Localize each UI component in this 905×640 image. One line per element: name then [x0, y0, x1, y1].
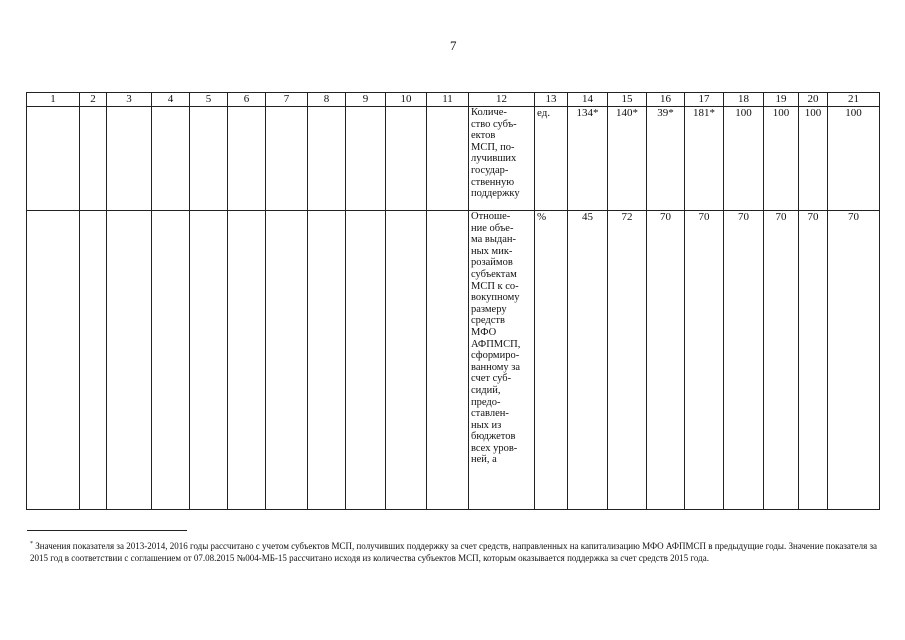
empty-cell: [427, 107, 469, 211]
footnote-text: Значения показателя за 2013-2014, 2016 годы рассчитано с учетом субъектов МСП, получивших поддержку за счет средств, направленных на капитализацию МФО АФПМСП в предыдущие годы. Значение показателя за 2015 год в соответствии с соглашением от 07.08.2015 №004-МБ-15 рассчитано исходя из количества субъектов МСП, которым оказывается поддержка за счет средств 2015 года.: [30, 541, 878, 563]
value-cell: 45: [568, 211, 608, 510]
value-cell: 70: [799, 211, 828, 510]
column-header: 8: [308, 93, 346, 107]
empty-cell: [152, 211, 190, 510]
unit-cell: %: [535, 211, 568, 510]
empty-cell: [228, 107, 266, 211]
column-header: 2: [80, 93, 107, 107]
empty-cell: [386, 107, 427, 211]
column-header: 17: [685, 93, 724, 107]
column-header: 11: [427, 93, 469, 107]
column-header: 20: [799, 93, 828, 107]
value-cell: 70: [685, 211, 724, 510]
column-header: 16: [647, 93, 685, 107]
value-cell: 70: [828, 211, 880, 510]
empty-cell: [266, 211, 308, 510]
value-cell: 100: [828, 107, 880, 211]
column-header: 1: [27, 93, 80, 107]
column-header: 10: [386, 93, 427, 107]
value-cell: 70: [724, 211, 764, 510]
column-number-row: [27, 93, 880, 107]
empty-cell: [228, 211, 266, 510]
footnote-divider: [27, 530, 187, 531]
empty-cell: [190, 107, 228, 211]
value-cell: 39*: [647, 107, 685, 211]
value-cell: 181*: [685, 107, 724, 211]
empty-cell: [27, 211, 80, 510]
value-cell: 70: [764, 211, 799, 510]
empty-cell: [308, 107, 346, 211]
empty-cell: [346, 107, 386, 211]
value-cell: 70: [647, 211, 685, 510]
table-row: [27, 211, 880, 510]
empty-cell: [152, 107, 190, 211]
table-row: [27, 107, 880, 211]
value-cell: 100: [799, 107, 828, 211]
column-header: 9: [346, 93, 386, 107]
empty-cell: [80, 107, 107, 211]
column-header: 14: [568, 93, 608, 107]
column-header: 21: [828, 93, 880, 107]
empty-cell: [266, 107, 308, 211]
column-header: 7: [266, 93, 308, 107]
column-header: 5: [190, 93, 228, 107]
column-header: 6: [228, 93, 266, 107]
value-cell: 140*: [608, 107, 647, 211]
column-header: 13: [535, 93, 568, 107]
empty-cell: [308, 211, 346, 510]
unit-cell: ед.: [535, 107, 568, 211]
empty-cell: [107, 107, 152, 211]
column-header: 18: [724, 93, 764, 107]
empty-cell: [190, 211, 228, 510]
empty-cell: [386, 211, 427, 510]
page-number: 7: [450, 38, 457, 53]
empty-cell: [80, 211, 107, 510]
value-cell: 134*: [568, 107, 608, 211]
empty-cell: [27, 107, 80, 211]
footnote: [30, 538, 880, 564]
empty-cell: [107, 211, 152, 510]
column-header: 12: [469, 93, 535, 107]
indicators-table: [26, 92, 880, 510]
indicator-name-cell: Количе- ство субъ- ектов МСП, по- лучивших государ- ственную поддержку: [469, 107, 535, 211]
value-cell: 100: [724, 107, 764, 211]
empty-cell: [427, 211, 469, 510]
value-cell: 72: [608, 211, 647, 510]
column-header: 3: [107, 93, 152, 107]
indicator-name-cell: Отноше- ние объе- ма выдан- ных мик- розаймов субъектам МСП к со- вокупному размеру средств МФО АФПМСП, сформиро- ванному за счет суб- сидий, предо- ставлен- ных из бюджетов всех уров- ней, а: [469, 211, 535, 510]
column-header: 15: [608, 93, 647, 107]
footnote-marker: *: [30, 541, 33, 547]
column-header: 4: [152, 93, 190, 107]
column-header: 19: [764, 93, 799, 107]
empty-cell: [346, 211, 386, 510]
value-cell: 100: [764, 107, 799, 211]
